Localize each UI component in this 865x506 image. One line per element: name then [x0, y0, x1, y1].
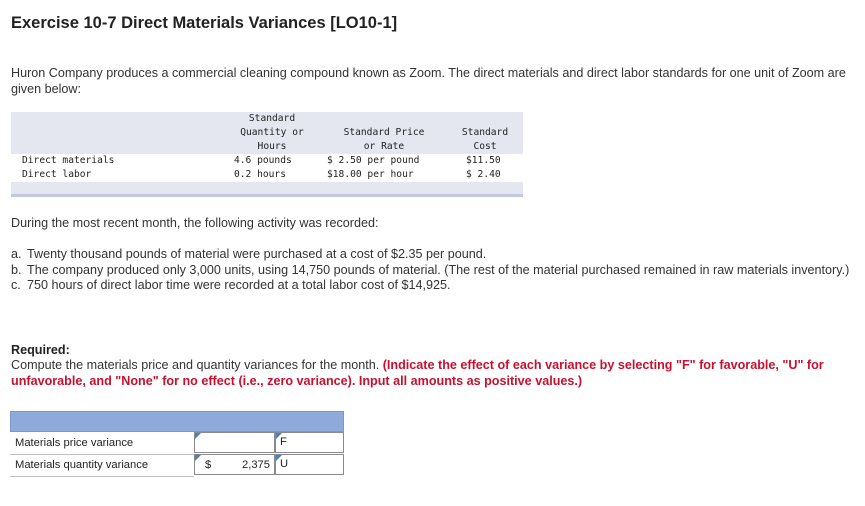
effect-value: U	[280, 458, 289, 470]
row-cost: $ 2.40	[466, 169, 501, 180]
list-marker: b.	[11, 262, 22, 277]
activity-intro: During the most recent month, the following activity was recorded:	[11, 216, 379, 230]
table-row	[10, 432, 344, 454]
amount-value: 2,375	[242, 459, 270, 471]
header-cost-line1: Standard	[461, 127, 509, 138]
table-row	[10, 454, 344, 476]
required-text	[11, 358, 856, 389]
price-variance-label: Materials price variance	[15, 437, 134, 449]
header-quantity-line1: Standard	[248, 113, 296, 124]
list-item	[11, 278, 851, 294]
standards-table	[11, 112, 523, 197]
list-text: 750 hours of direct labor time were recorded at a total labor cost of $14,925.	[27, 278, 451, 292]
header-price	[325, 126, 443, 154]
input-marker-icon	[195, 455, 201, 461]
activity-list	[11, 247, 851, 294]
effect-value: F	[280, 436, 287, 448]
list-marker: a.	[11, 247, 22, 261]
exercise-title: Exercise 10-7 Direct Materials Variances [LO10-1]	[11, 14, 398, 32]
quantity-variance-label: Materials quantity variance	[15, 459, 149, 471]
row-price: $ 2.50 per pound	[327, 155, 420, 166]
table-row	[11, 154, 523, 168]
required-heading: Required:	[11, 343, 70, 357]
intro-paragraph: Huron Company produces a commercial cleaning compound known as Zoom. The direct materials and direct labor standards for one unit of Zoom are given below:	[11, 66, 846, 96]
price-variance-effect-select[interactable]	[275, 432, 344, 453]
row-cost: $11.50	[466, 155, 501, 166]
currency-symbol: $	[205, 459, 212, 471]
required-instruction: (Indicate the effect of each variance by selecting "F" for favorable, "U" for unfavorable, and "None" for no effect (i.e., zero variance). Input all amounts as positive values.)	[11, 358, 824, 388]
header-cost-line2: Cost	[473, 141, 497, 152]
list-marker: c.	[11, 278, 21, 292]
header-quantity-line2: Quantity or	[240, 127, 304, 138]
row-label: Direct materials	[22, 155, 115, 166]
row-price: $18.00 per hour	[327, 169, 414, 180]
list-text: Twenty thousand pounds of material were purchased at a cost of $2.35 per pound.	[27, 247, 487, 261]
row-quantity: 4.6 pounds	[234, 155, 292, 166]
quantity-variance-amount-input[interactable]	[194, 454, 275, 475]
header-price-line1: Standard Price	[343, 127, 425, 138]
row-divider	[10, 476, 194, 477]
answer-header-band	[10, 411, 344, 432]
header-quantity-line3: Hours	[257, 141, 287, 152]
row-quantity: 0.2 hours	[234, 169, 286, 180]
required-question: Compute the materials price and quantity variances for the month.	[11, 358, 380, 372]
table-row	[11, 168, 523, 182]
header-price-line2: or Rate	[363, 141, 405, 152]
list-item	[11, 247, 851, 263]
quantity-variance-effect-select[interactable]	[275, 454, 344, 475]
header-quantity	[229, 112, 315, 154]
input-marker-icon	[195, 433, 201, 439]
list-item	[11, 263, 851, 279]
row-label: Direct labor	[22, 169, 92, 180]
list-text: The company produced only 3,000 units, using 14,750 pounds of material. (The rest of the material purchased remained in raw materials inventory.)	[27, 262, 850, 277]
price-variance-amount-input[interactable]	[194, 432, 275, 453]
header-cost	[451, 126, 519, 154]
